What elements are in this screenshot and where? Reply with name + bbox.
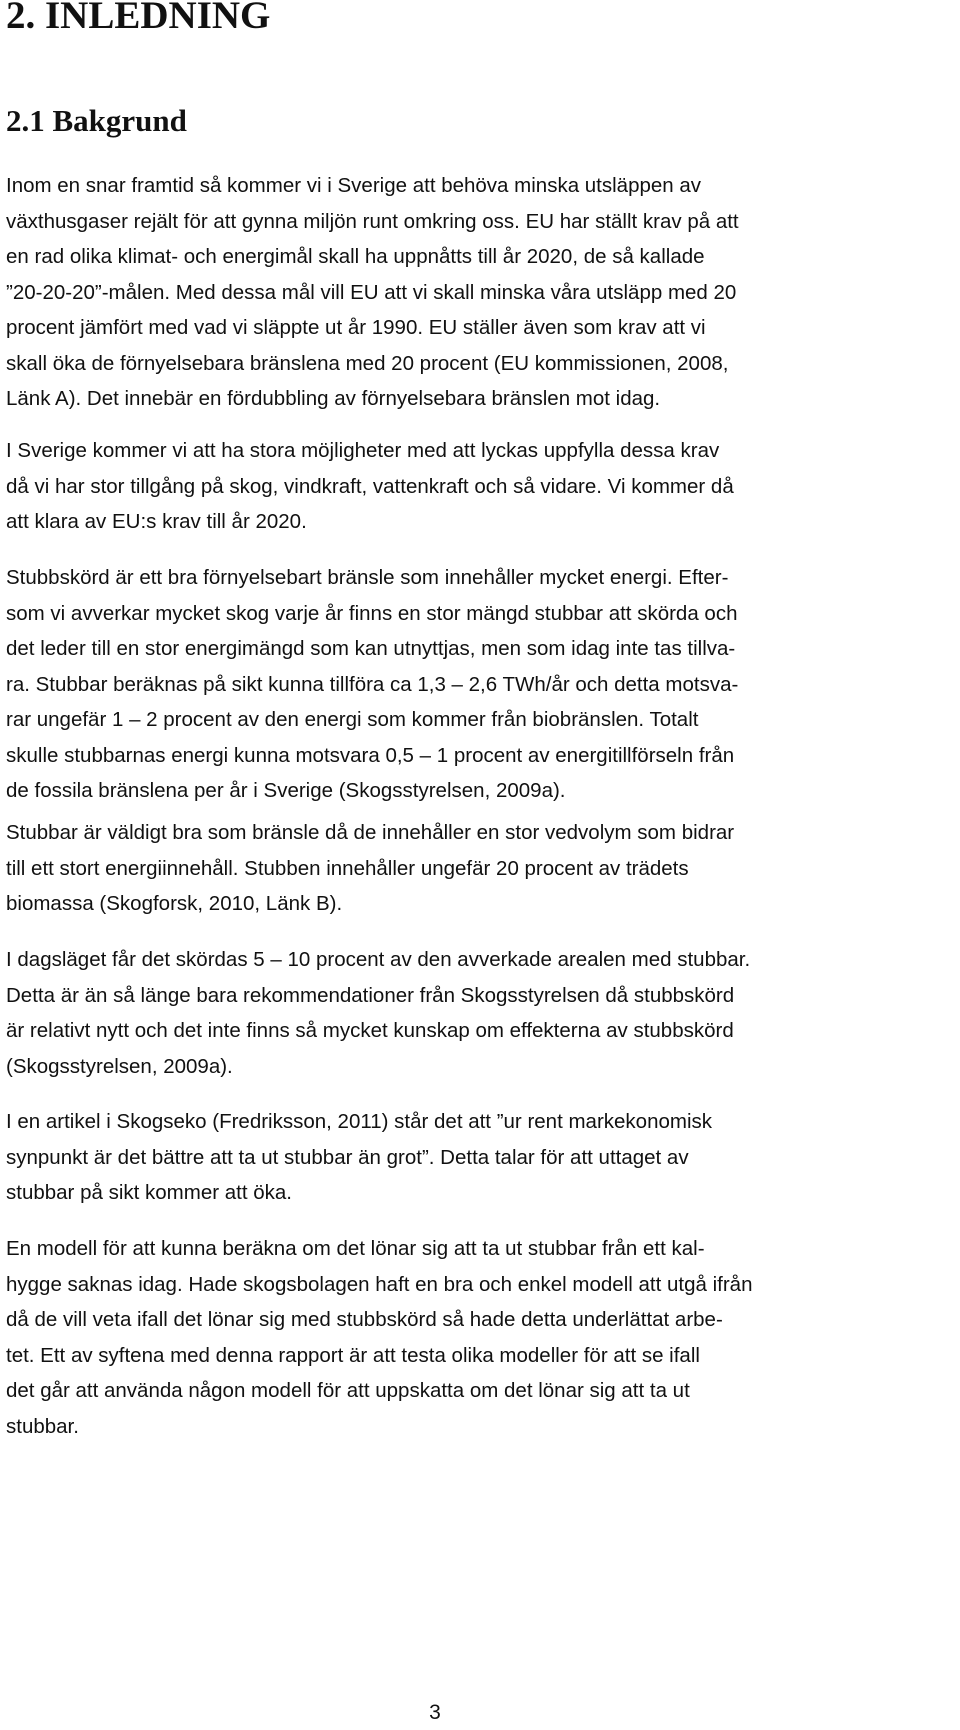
paragraph-line: skall öka de förnyelsebara bränslena med 20 procent (EU kommissionen, 2008, [6,351,729,375]
paragraph-line: I Sverige kommer vi att ha stora möjligheter med att lyckas uppfylla dessa krav [6,439,720,462]
paragraph-background-intro [6,168,878,417]
paragraph-line: är relativt nytt och det inte finns så mycket kunskap om effekterna av stubbskörd [6,1019,734,1042]
paragraph-line: en rad olika klimat- och energimål skall ha uppnåtts till år 2020, de så kallade [6,245,705,268]
paragraph-stump-harvest-energy [6,560,878,809]
paragraph-line: (Skogsstyrelsen, 2009a). [6,1054,233,1078]
paragraph-line: ra. Stubbar beräknas på sikt kunna tillföra ca 1,3 – 2,6 TWh/år och detta motsva- [6,672,739,696]
paragraph-line: Inom en snar framtid så kommer vi i Sverige att behöva minska utsläppen av [6,174,702,197]
paragraph-current-harvest [6,942,878,1084]
paragraph-line: stubbar på sikt kommer att öka. [6,1181,292,1204]
paragraph-model-purpose [6,1231,878,1444]
chapter-title: 2. INLEDNING [6,0,271,37]
paragraph-line: att klara av EU:s krav till år 2020. [6,510,307,533]
paragraph-line: till ett stort energiinnehåll. Stubben innehåller ungefär 20 procent av trädets [6,856,689,880]
paragraph-line: det leder till en stor energimängd som kan utnyttjas, men som idag inte tas tillva- [6,637,736,660]
paragraph-line: Stubbskörd är ett bra förnyelsebart bränsle som innehåller mycket energi. Efter- [6,566,729,589]
paragraph-line: synpunkt är det bättre att ta ut stubbar än grot”. Detta talar för att uttaget av [6,1145,689,1169]
section-title: 2.1 Bakgrund [6,103,187,138]
paragraph-line: växthusgaser rejält för att gynna miljön runt omkring oss. EU har ställt krav på att [6,209,739,233]
paragraph-sweden-opportunities [6,433,878,540]
paragraph-line: rar ungefär 1 – 2 procent av den energi som kommer från biobränslen. Totalt [6,708,699,731]
paragraph-line: Stubbar är väldigt bra som bränsle då de innehåller en stor vedvolym som bidrar [6,821,735,844]
paragraph-line: tet. Ett av syftena med denna rapport är att testa olika modeller för att se ifall [6,1343,700,1367]
paragraph-line: då de vill veta ifall det lönar sig med stubbskörd så hade detta underlättat arbe- [6,1308,723,1331]
paragraph-line: Detta är än så länge bara rekommendationer från Skogsstyrelsen då stubbskörd [6,983,735,1007]
paragraph-line: hygge saknas idag. Hade skogsbolagen haft en bra och enkel modell att utgå ifrån [6,1272,753,1296]
paragraph-skogseko-article [6,1104,878,1211]
paragraph-line: I en artikel i Skogseko (Fredriksson, 2011) står det att ”ur rent markekonomisk [6,1110,713,1133]
paragraph-line: biomassa (Skogforsk, 2010, Länk B). [6,892,343,915]
paragraph-stump-fuel [6,815,878,922]
paragraph-line: Länk A). Det innebär en fördubbling av förnyelsebara bränslen mot idag. [6,387,661,410]
paragraph-line: då vi har stor tillgång på skog, vindkraft, vattenkraft och så vidare. Vi kommer då [6,474,734,498]
paragraph-line: som vi avverkar mycket skog varje år finns en stor mängd stubbar att skörda och [6,601,738,625]
paragraph-line: stubbar. [6,1414,79,1438]
paragraph-line: de fossila bränslena per år i Sverige (Skogsstyrelsen, 2009a). [6,779,566,802]
paragraph-line: En modell för att kunna beräkna om det lönar sig att ta ut stubbar från ett kal- [6,1237,705,1260]
paragraph-line: procent jämfört med vad vi släppte ut år 1990. EU ställer även som krav att vi [6,316,706,339]
paragraph-line: ”20-20-20”-målen. Med dessa mål vill EU att vi skall minska våra utsläpp med 20 [6,280,737,304]
paragraph-line: det går att använda någon modell för att uppskatta om det lönar sig att ta ut [6,1379,690,1402]
paragraph-line: I dagsläget får det skördas 5 – 10 procent av den avverkade arealen med stubbar. [6,948,751,971]
page-number: 3 [429,1701,441,1724]
paragraph-line: skulle stubbarnas energi kunna motsvara 0,5 – 1 procent av energitillförseln från [6,743,735,767]
